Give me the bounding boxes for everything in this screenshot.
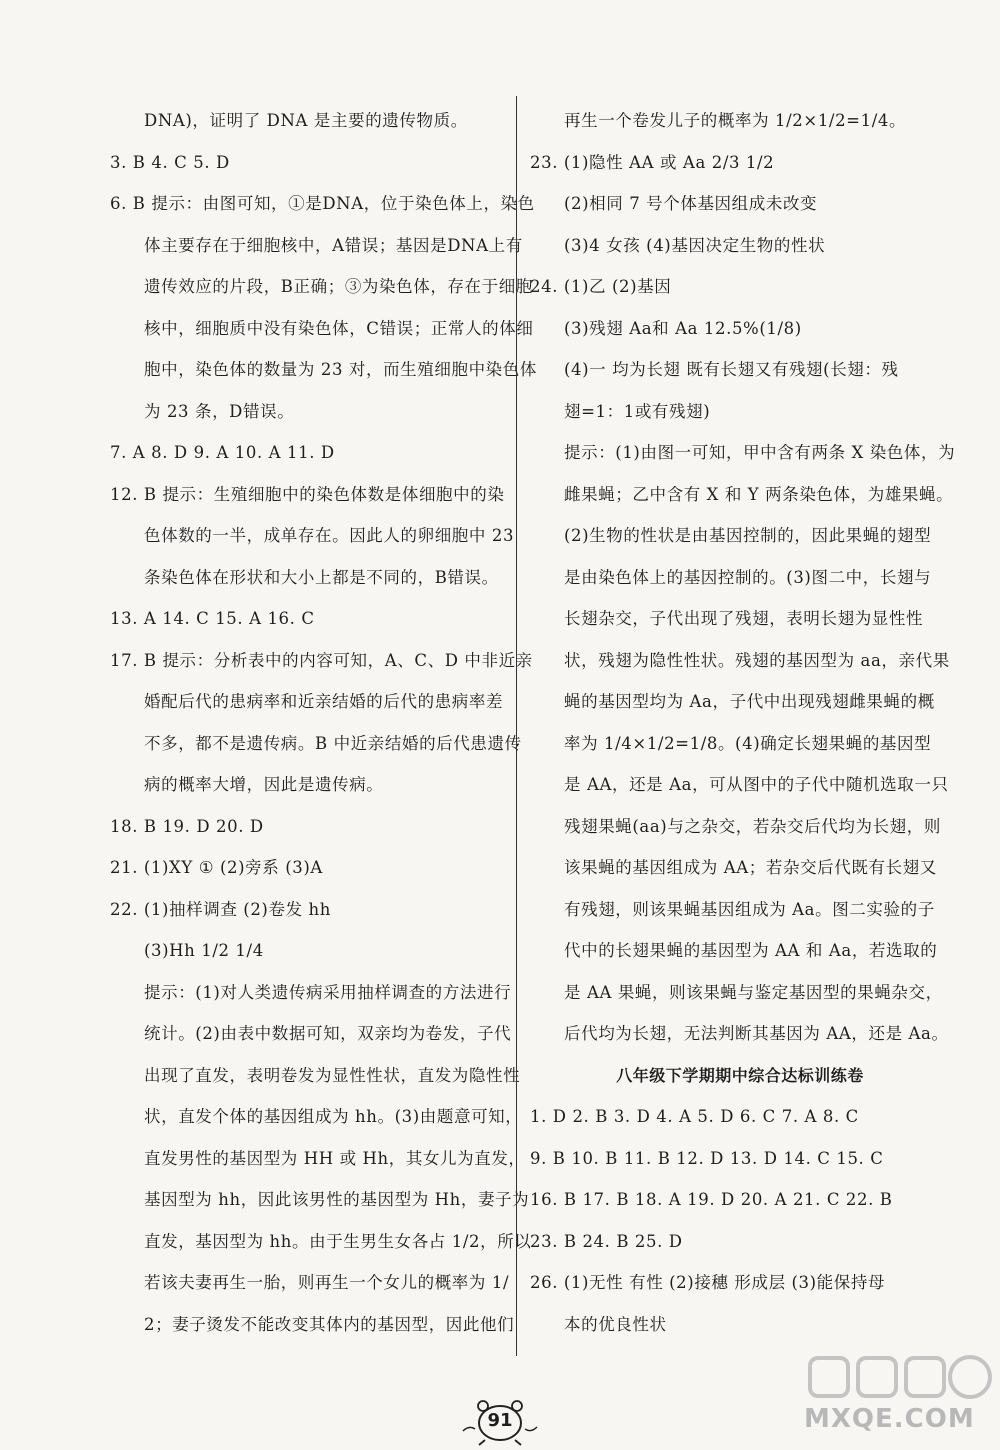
answer-line: 9. B 10. B 11. B 12. D 13. D 14. C 15. C xyxy=(530,1148,884,1168)
answer-line: 21. (1)XY ① (2)旁系 (3)A xyxy=(110,858,323,877)
answer-line: 基因型为 hh，因此该男性的基因型为 Hh，妻子为 xyxy=(144,1190,530,1209)
answer-line: 病的概率大增，因此是遗传病。 xyxy=(144,775,384,794)
answer-line: 核中，细胞质中没有染色体，C错误；正常人的体细 xyxy=(144,318,534,338)
answer-line: 代中的长翅果蝇的基因型为 AA 和 Aa，若选取的 xyxy=(564,941,938,960)
answer-line: 色体数的一半，成单存在。因此人的卵细胞中 23 xyxy=(144,526,515,545)
answer-line: 16. B 17. B 18. A 19. D 20. A 21. C 22. B xyxy=(530,1190,893,1209)
answer-line: 出现了直发，表明卷发为显性性状，直发为隐性性 xyxy=(144,1065,521,1085)
answer-line: 不多，都不是遗传病。B 中近亲结婚的后代患遗传 xyxy=(144,733,522,753)
answer-line: 直发男性的基因型为 HH 或 Hh，其女儿为直发， xyxy=(144,1148,526,1168)
answer-line: (4)一 均为长翅 既有长翅又有残翅(长翅：残 xyxy=(564,360,899,379)
watermark-logo-icon xyxy=(800,1350,1000,1410)
answer-line: 26. (1)无性 有性 (2)接穗 形成层 (3)能保持母 xyxy=(530,1273,886,1292)
answer-line: 22. (1)抽样调查 (2)卷发 hh xyxy=(110,899,331,919)
answer-line: 18. B 19. D 20. D xyxy=(110,816,264,836)
answer-line: 12. B 提示：生殖细胞中的染色体数是体细胞中的染 xyxy=(110,484,505,504)
answer-line: 遗传效应的片段，B正确；③为染色体，存在于细胞 xyxy=(144,277,533,296)
answer-line: 23. (1)隐性 AA 或 Aa 2/3 1/2 xyxy=(530,152,775,172)
answer-line: 1. D 2. B 3. D 4. A 5. D 6. C 7. A 8. C xyxy=(530,1107,859,1126)
watermark-text: MXQE.COM xyxy=(804,1404,975,1434)
answer-line: 翅=1：1或有残翅) xyxy=(564,401,711,421)
answer-line: (3)残翅 Aa和 Aa 12.5%(1/8) xyxy=(564,318,802,338)
answer-line: 后代均为长翅，无法判断其基因为 AA，还是 Aa。 xyxy=(564,1024,949,1043)
answer-line: 3. B 4. C 5. D xyxy=(110,152,230,172)
answer-line: 婚配后代的患病率和近亲结婚的后代的患病率差 xyxy=(144,692,504,711)
answer-line: 6. B 提示：由图可知，①是DNA，位于染色体上，染色 xyxy=(110,194,535,213)
answer-line: 再生一个卷发儿子的概率为 1/2×1/2=1/4。 xyxy=(564,111,907,130)
answer-line: 长翅杂交，子代出现了残翅，表明长翅为显性性 xyxy=(564,609,924,628)
right-column xyxy=(530,100,956,1345)
answer-line: 提示：(1)对人类遗传病采用抽样调查的方法进行 xyxy=(144,982,512,1002)
answer-line: (2)相同 7 号个体基因组成未改变 xyxy=(564,194,818,213)
answer-line: 直发，基因型为 hh。由于生男生女各占 1/2，所以 xyxy=(144,1231,532,1251)
page-number-badge xyxy=(455,1397,545,1447)
answer-line: 13. A 14. C 15. A 16. C xyxy=(110,609,315,628)
answer-line: 条染色体在形状和大小上都是不同的，B错误。 xyxy=(144,567,499,587)
answer-line: (3)Hh 1/2 1/4 xyxy=(144,941,264,960)
answer-line: 7. A 8. D 9. A 10. A 11. D xyxy=(110,443,335,462)
answer-line: 2；妻子烫发不能改变其体内的基因型，因此他们 xyxy=(144,1314,515,1334)
answer-line: 蝇的基因型均为 Aa，子代中出现残翅雌果蝇的概 xyxy=(564,692,935,711)
answer-line: 状，残翅为隐性性状。残翅的基因型为 aa，亲代果 xyxy=(564,650,950,670)
answer-line: 有残翅，则该果蝇基因组成为 Aa。图二实验的子 xyxy=(564,899,935,919)
answer-line: 统计。(2)由表中数据可知，双亲均为卷发，子代 xyxy=(144,1024,512,1043)
answer-line: 残翅果蝇(aa)与之杂交，若杂交后代均为长翅，则 xyxy=(564,816,941,836)
answer-line: 17. B 提示：分析表中的内容可知，A、C、D 中非近亲 xyxy=(110,650,533,670)
left-column xyxy=(110,100,537,1345)
answer-line: 率为 1/4×1/2=1/8。(4)确定长翅果蝇的基因型 xyxy=(564,733,932,753)
answer-line: (2)生物的性状是由基因控制的，因此果蝇的翅型 xyxy=(564,526,932,545)
section-heading: 八年级下学期期中综合达标训练卷 xyxy=(616,1065,864,1085)
answer-line: 该果蝇的基因组成为 AA；若杂交后代既有长翅又 xyxy=(564,858,937,877)
answer-line: 为 23 条，D错误。 xyxy=(144,401,295,421)
page-number: 91 xyxy=(487,1410,513,1431)
answer-line: 是 AA，还是 Aa，可从图中的子代中随机选取一只 xyxy=(564,775,949,794)
answer-line: 是由染色体上的基因控制的。(3)图二中，长翅与 xyxy=(564,567,932,587)
answer-line: 胞中，染色体的数量为 23 对，而生殖细胞中染色体 xyxy=(144,360,537,379)
column-divider xyxy=(516,96,517,1356)
answer-line: 24. (1)乙 (2)基因 xyxy=(530,277,672,296)
answer-line: 提示：(1)由图一可知，甲中含有两条 X 染色体，为 xyxy=(564,443,956,462)
answer-line: 若该夫妻再生一胎，则再生一个女儿的概率为 1/ xyxy=(144,1273,510,1292)
answer-line: 23. B 24. B 25. D xyxy=(530,1231,683,1251)
answer-line: 雌果蝇；乙中含有 X 和 Y 两条染色体，为雄果蝇。 xyxy=(564,484,954,504)
answer-line: 状，直发个体的基因组成为 hh。(3)由题意可知， xyxy=(144,1107,523,1126)
answer-line: (3)4 女孩 (4)基因决定生物的性状 xyxy=(564,235,826,255)
answer-line: 本的优良性状 xyxy=(564,1314,667,1334)
watermark xyxy=(800,1350,1000,1450)
answer-line: 是 AA 果蝇，则该果蝇与鉴定基因型的果蝇杂交， xyxy=(564,982,943,1002)
answer-line: 体主要存在于细胞核中，A错误；基因是DNA上有 xyxy=(144,235,523,255)
answer-line: DNA)，证明了 DNA 是主要的遗传物质。 xyxy=(144,111,468,130)
